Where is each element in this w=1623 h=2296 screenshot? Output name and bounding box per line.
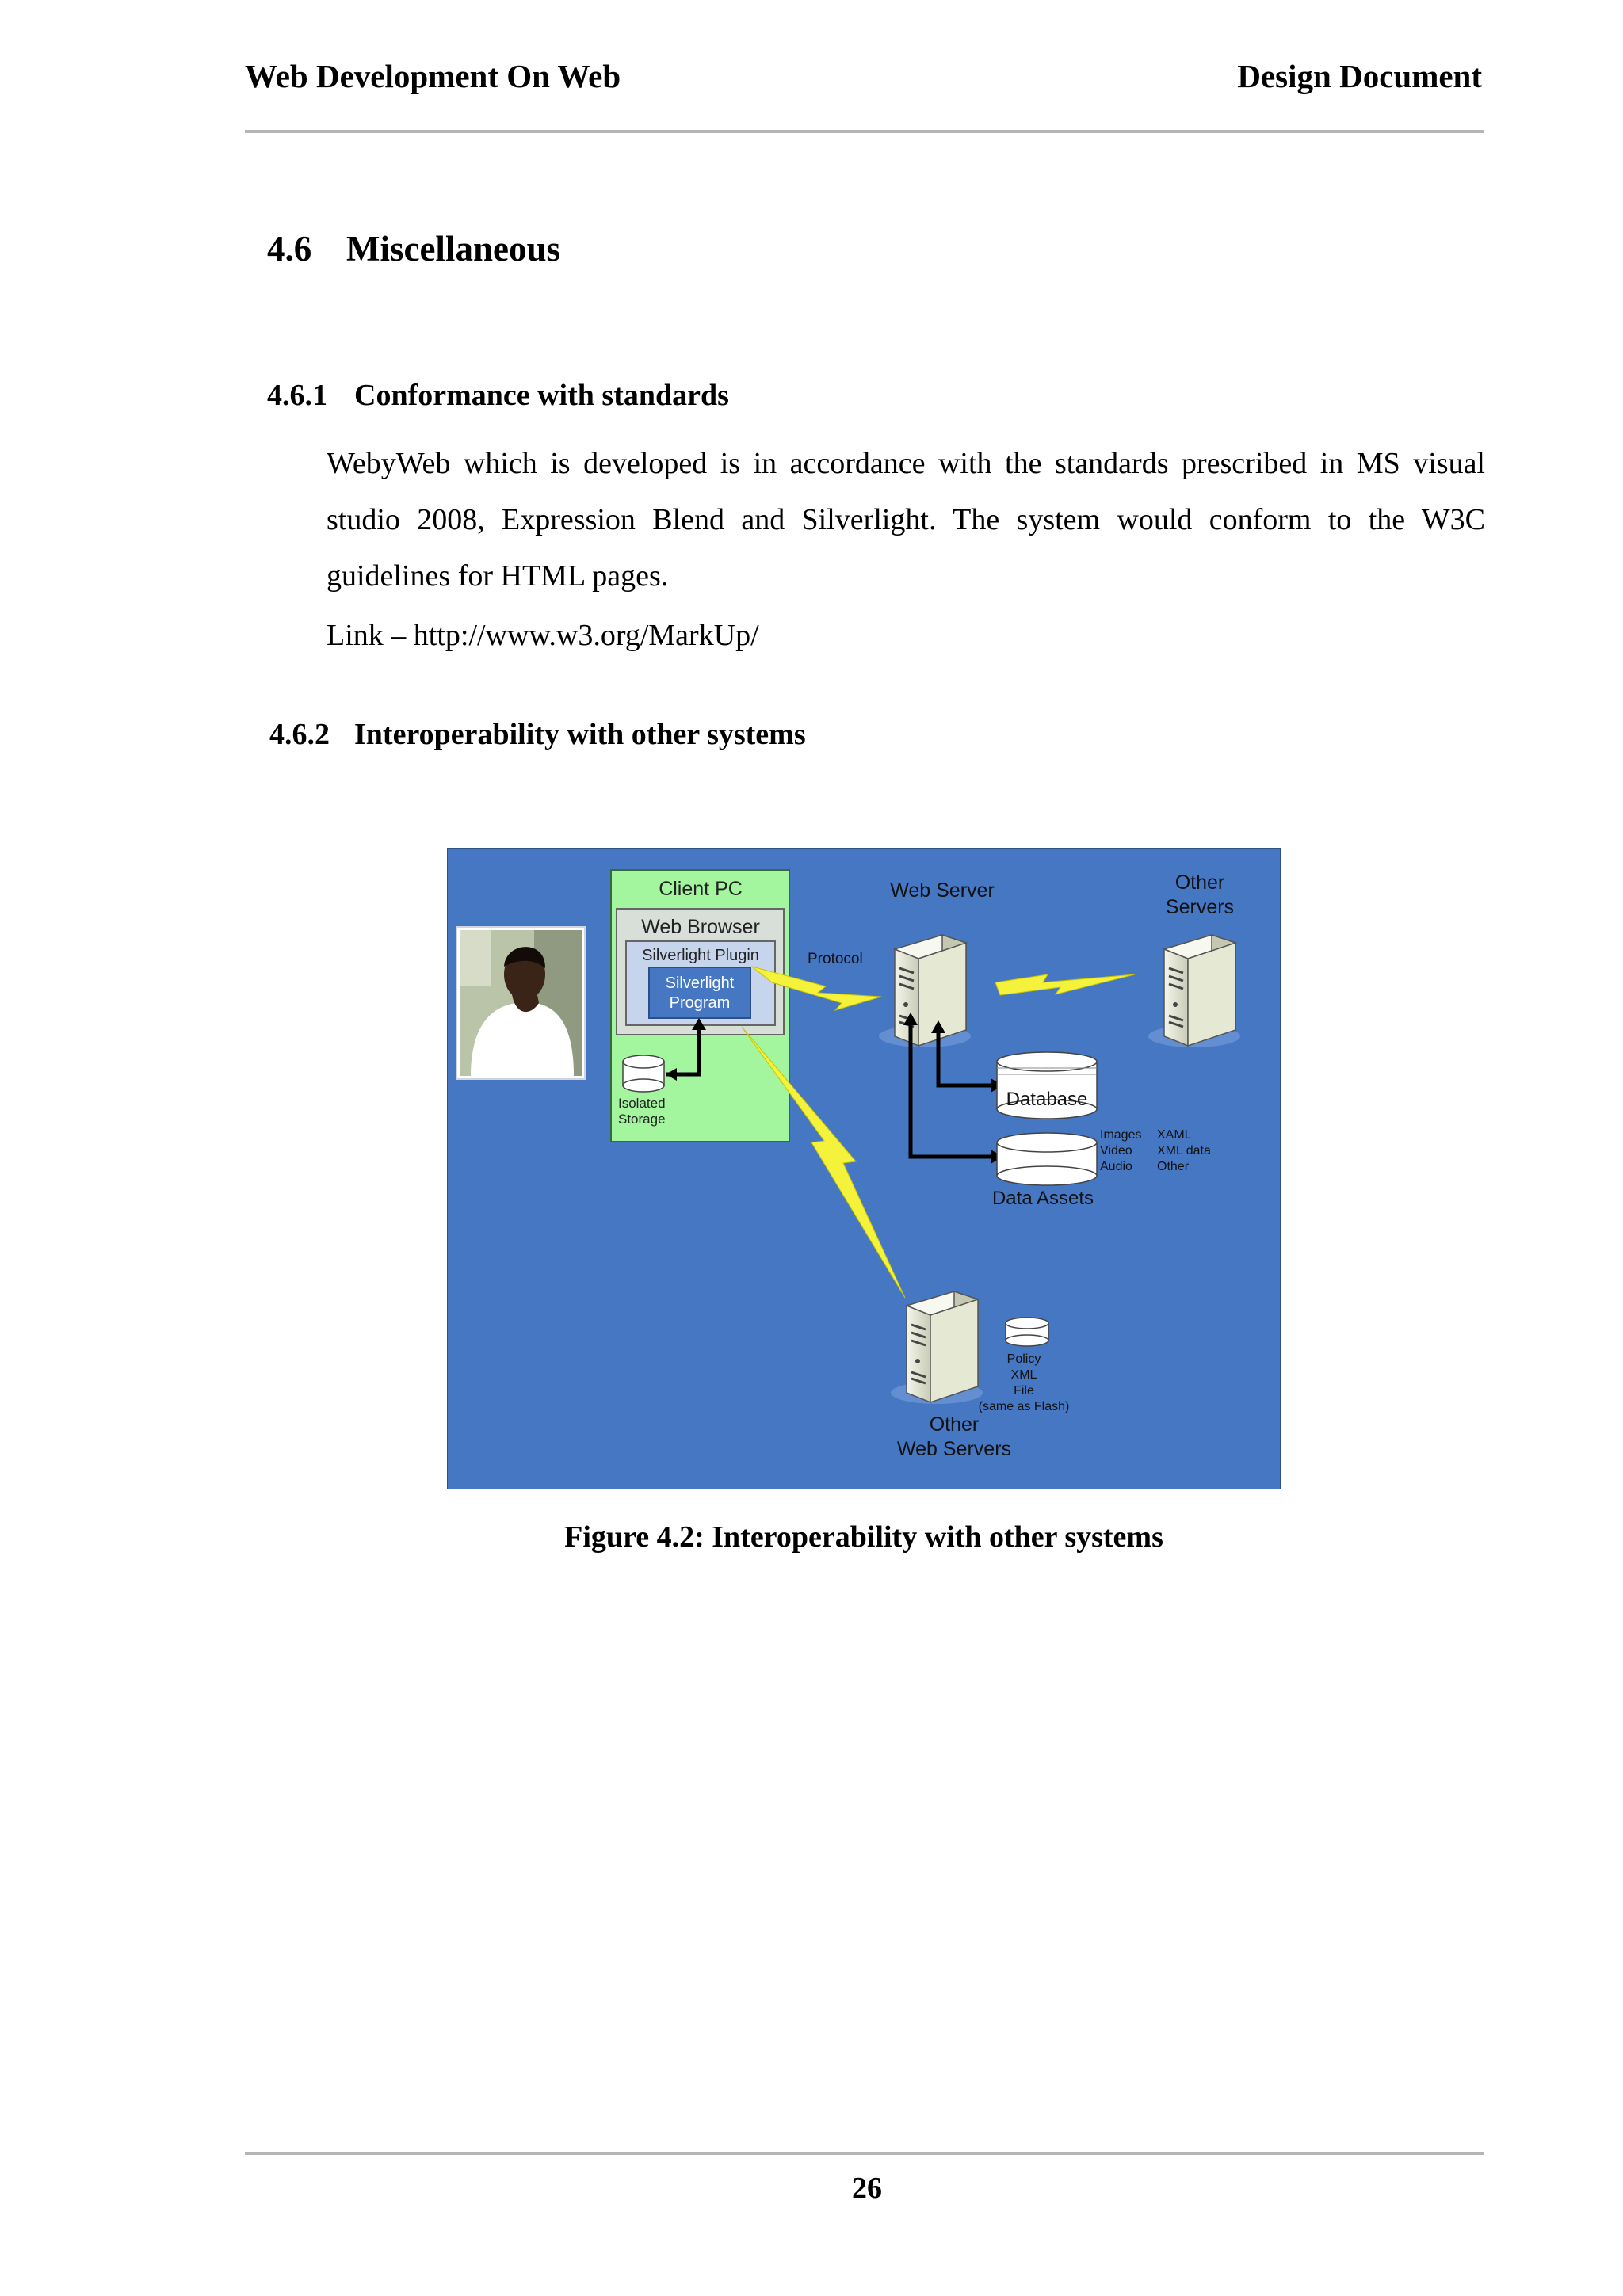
silverlight-plugin-label: Silverlight Plugin [642, 947, 759, 964]
subsection-heading-conformance [267, 378, 729, 413]
policy-file-cylinder-icon [1006, 1318, 1048, 1346]
section-heading [267, 228, 560, 269]
other-web-servers-label-line2: Web Servers [896, 1438, 1012, 1460]
formats-label-line2: XML data [1157, 1144, 1211, 1158]
subsection-number: 4.6.2 [269, 718, 330, 751]
silverlight-program-label-line2: Program [669, 994, 731, 1012]
protocol-label: Protocol [808, 951, 863, 967]
web-server-label: Web Server [890, 879, 995, 902]
user-person-icon [456, 927, 585, 1079]
policy-label-line1: Policy [1006, 1352, 1041, 1366]
subsection-title: Interoperability with other systems [354, 718, 806, 751]
media-label-line3: Audio [1100, 1160, 1132, 1173]
interoperability-diagram [447, 848, 1281, 1489]
policy-label-line4: (same as Flash) [978, 1400, 1070, 1413]
formats-label-line1: XAML [1157, 1128, 1192, 1142]
subsection-heading-interoperability [269, 717, 806, 752]
header-rule [245, 130, 1484, 133]
silverlight-program-label-line1: Silverlight [665, 974, 735, 992]
policy-label-line3: File [1014, 1384, 1034, 1398]
media-label-line2: Video [1100, 1144, 1132, 1158]
header-right-title: Design Document [1237, 58, 1482, 94]
header-left-title: Web Development On Web [245, 58, 621, 94]
other-web-servers-label-line1: Other [929, 1413, 980, 1436]
section-title: Miscellaneous [346, 229, 560, 269]
section-number: 4.6 [267, 229, 312, 269]
subsection-title: Conformance with standards [354, 379, 729, 412]
policy-label-line2: XML [1010, 1368, 1037, 1382]
other-servers-label-line1: Other [1174, 871, 1225, 894]
formats-label-line3: Other [1157, 1160, 1190, 1173]
isolated-storage-label-line2: Storage [618, 1112, 666, 1127]
database-label: Database [1006, 1089, 1088, 1110]
page-number: 26 [852, 2172, 882, 2205]
w3c-link-line: Link – http://www.w3.org/MarkUp/ [327, 619, 759, 652]
isolated-storage-label-line1: Isolated [618, 1096, 666, 1111]
other-servers-label-line2: Servers [1165, 896, 1235, 918]
data-assets-label: Data Assets [991, 1188, 1094, 1209]
conformance-paragraph: WebyWeb which is developed is in accordance with the standards prescribed in MS visual studio 2008, Expression Blend and Silverlight. The system would conform to the W3C guidelines for HTML pages. [327, 447, 1485, 593]
figure-caption: Figure 4.2: Interoperability with other systems [564, 1520, 1163, 1554]
data-assets-cylinder-icon [997, 1133, 1097, 1185]
client-pc-label: Client PC [659, 878, 743, 900]
footer-rule [245, 2152, 1484, 2155]
subsection-number: 4.6.1 [267, 379, 327, 412]
isolated-storage-cylinder-icon [623, 1055, 664, 1092]
media-label-line1: Images [1100, 1128, 1142, 1142]
web-browser-label: Web Browser [641, 916, 760, 938]
